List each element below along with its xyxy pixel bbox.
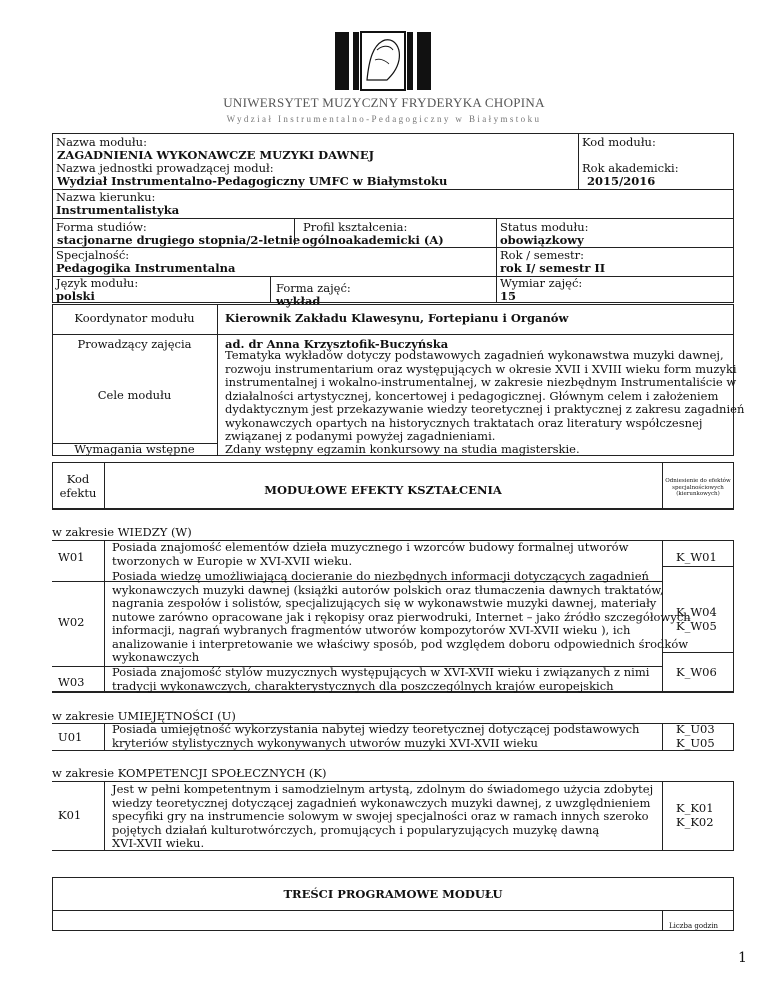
w03-code: W03 — [58, 675, 85, 689]
umiejetnosci-heading: w zakresie UMIEJĘTNOŚCI (U) — [52, 709, 236, 723]
prowadzacy-label: Prowadzący zajęcia — [77, 337, 192, 351]
koordynator-label: Koordynator modułu — [74, 311, 195, 325]
w01-text: Posiada znajomość elementów dzieła muzycznego i wzorców budowy formalnej utworów tworzonych w Europie w XVI-XVII wieku. — [112, 540, 629, 568]
w02-ref: K_W04 K_W05 — [676, 605, 717, 633]
specjalnosc-label: Specjalność: — [56, 248, 130, 262]
status-label: Status modułu: — [500, 220, 589, 234]
wymagania: Zdany wstępny egzamin konkursowy na studia magisterskie. — [225, 442, 580, 456]
tresci-table — [52, 877, 734, 931]
profil: ogólnoakademicki (A) — [302, 233, 444, 247]
university-name: UNIWERSYTET MUZYCZNY FRYDERYKA CHOPINA — [223, 95, 545, 110]
rok-akademicki-label: Rok akademicki: — [582, 161, 679, 175]
k01-text: Jest w pełni kompetentnym i samodzielnym artystą, zdolnym do świadomego użycia zdobytej wiedzy teoretycznej dotyczącej zagadnień wykonawczych muzyki dawnej, z uwzględnieniem specyfiki gry na instrumencie solowym w swojej specjalności oraz w ramach innych szeroko pojętych działań kulturotwórczych, promujących i popularyzujących muzykę dawną XVI-XVII wieku. — [112, 782, 654, 850]
k01-code: K01 — [58, 808, 82, 822]
forma-zajec: wykład — [276, 294, 321, 308]
forma-studiow-label: Forma studiów: — [56, 220, 147, 234]
cele-text: Tematyka wykładów dotyczy podstawowych zagadnień wykonawstwa muzyki dawnej, rozwoju instrumentarium oraz występujących w okresie XVII i XVIII wieku form muzyki instrumentalnej i wokalno-instrumentalnej, w zakresie niezbędnym Instrumentaliście w działalności artystycznej, koncertowej i pedagogicznej. Głównym celem i założeniem dydaktycznym jest przekazywanie wiedzy teoretycznej i praktycznej z zakresu zagadnień wykonawczych opartych na historycznych traktatach oraz literatury współczesnej związanej z podanymi powyżej zagadnieniami. — [225, 348, 745, 443]
status: obowiązkowy — [500, 233, 584, 247]
liczba-godzin-label: Liczba godzin — [669, 922, 718, 930]
kod-efektu-label: Kod efektu — [59, 472, 97, 500]
kod-modulu-label: Kod modułu: — [582, 135, 656, 149]
nazwa-modulu: ZAGADNIENIA WYKONAWCZE MUZYKI DAWNEJ — [57, 148, 375, 162]
tresci-title: TREŚCI PROGRAMOWE MODUŁU — [283, 887, 503, 901]
cele-label: Cele modułu — [97, 388, 172, 402]
effects-title: MODUŁOWE EFEKTY KSZTAŁCENIA — [264, 483, 502, 497]
nazwa-modulu-label: Nazwa modułu: — [56, 135, 147, 149]
faculty-name: Wydział Instrumentalno-Pedagogiczny w Białymstoku — [226, 114, 542, 124]
w03-ref: K_W06 — [676, 665, 717, 679]
forma-studiow: stacjonarne drugiego stopnia/2-letnie — [57, 233, 301, 247]
wymiar-label: Wymiar zajęć: — [500, 276, 583, 290]
jednostka: Wydział Instrumentalno-Pedagogiczny UMFC w Białymstoku — [57, 174, 448, 188]
kierunek-label: Nazwa kierunku: — [56, 190, 156, 204]
w02-code: W02 — [58, 615, 85, 629]
w01-ref: K_W01 — [676, 550, 717, 564]
profil-label: Profil kształcenia: — [303, 220, 408, 234]
kompetencje-heading: w zakresie KOMPETENCJI SPOŁECZNYCH (K) — [52, 766, 327, 780]
wymiar: 15 — [500, 289, 517, 303]
jezyk: polski — [56, 289, 95, 303]
page-number: 1 — [738, 950, 747, 966]
wiedza-heading: w zakresie WIEDZY (W) — [52, 525, 192, 539]
kierunek: Instrumentalistyka — [56, 203, 180, 217]
forma-zajec-label: Forma zajęć: — [276, 281, 351, 295]
u01-text: Posiada umiejętność wykorzystania nabytej wiedzy teoretycznej dotyczącej podstawowych kryteriów stylistycznych wykonywanych utworów muzyki XVI-XVII wieku — [112, 722, 640, 750]
w03-text: Posiada znajomość stylów muzycznych występujących w XVI-XVII wieku i związanych z nimi tradycji wykonawczych, charakterystycznych dla poszczególnych krajów europejskich — [112, 665, 650, 693]
koordynator: Kierownik Zakładu Klawesynu, Fortepianu i Organów — [225, 311, 569, 325]
jednostka-label: Nazwa jednostki prowadzącej moduł: — [56, 161, 274, 175]
w01-code: W01 — [58, 550, 85, 564]
university-logo — [333, 30, 433, 92]
rok-semestr-label: Rok / semestr: — [500, 248, 585, 262]
w02-text: Posiada wiedzę umożliwiającą docieranie do niezbędnych informacji dotyczących zagadnień wykonawczych muzyki dawnej (książki autorów polskich oraz tłumaczenia dawnych traktatów, nagrania zespołów i solistów, specjalizujących się w wykonawstwie muzyki dawnej, materiały nutowe zarówno opracowane jak i rękopisy oraz pierwodruki, Internet – jako źródło szczegółowych informacji, nagrań wybranych fragmentów utworów kompozytorów XVI-XVII wieku ), ich analizowanie i interpretowanie we właściwy sposób, pod względem doboru odpowiednich środków wykonawczych — [112, 569, 691, 664]
u01-code: U01 — [58, 730, 83, 744]
rok-semestr: rok I/ semestr II — [500, 261, 606, 275]
wymagania-label: Wymagania wstępne — [74, 442, 195, 456]
k01-ref: K_K01 K_K02 — [676, 801, 714, 829]
rok-akademicki: 2015/2016 — [587, 174, 656, 188]
specjalnosc: Pedagogika Instrumentalna — [56, 261, 236, 275]
odniesienie-label: Odniesienie do efektów specjalnościowych (kierunkowych) — [665, 478, 731, 497]
u01-ref: K_U03 K_U05 — [676, 722, 715, 750]
jezyk-label: Język modułu: — [56, 276, 139, 290]
prowadzacy: ad. dr Anna Krzysztofik-Buczyńska — [225, 337, 449, 351]
